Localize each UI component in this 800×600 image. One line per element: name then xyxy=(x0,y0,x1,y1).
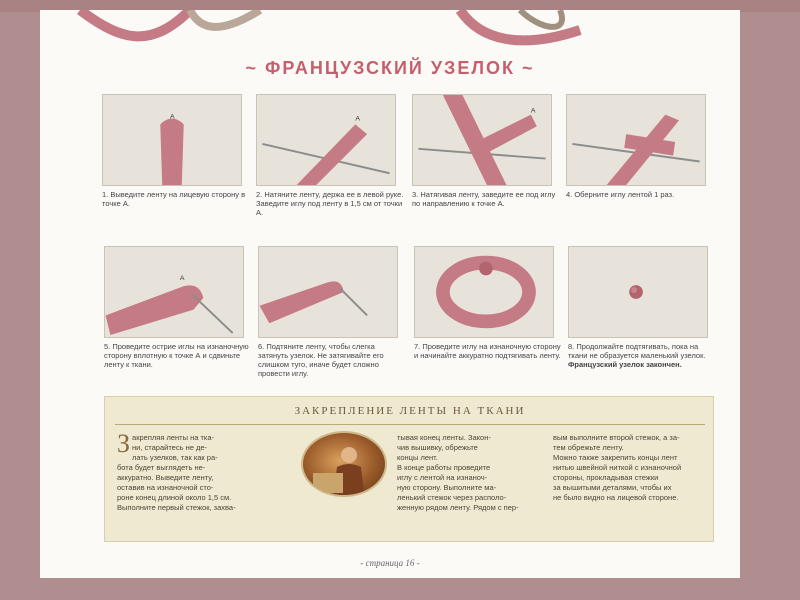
step-7-caption: 7. Проведите иглу на изнаночную сторону и начинайте аккуратно подтягивать ленту. xyxy=(414,342,561,360)
step-8 xyxy=(568,246,716,369)
panel-col3-line: стороны, прокладывая стежки xyxy=(553,473,659,482)
page-number: - страница 16 - xyxy=(360,558,420,568)
step-4-photo xyxy=(566,94,706,186)
step-5-caption: 5. Проведите острие иглы на изнаночную сторону вплотную к точке А и сдвиньте ленту к ткани. xyxy=(104,342,249,369)
panel-col2-line: ную сторону. Выполните ма- xyxy=(397,483,497,492)
step-3-photo xyxy=(412,94,552,186)
step-7-photo xyxy=(414,246,554,338)
step-4 xyxy=(566,94,714,199)
panel-col2-line: иглу с лентой на изнаноч- xyxy=(397,473,488,482)
step-6 xyxy=(258,246,406,378)
panel-column-3 xyxy=(553,433,709,503)
panel-col3-line: нитью швейной ниткой с изнаночной xyxy=(553,463,682,472)
panel-title: ЗАКРЕПЛЕНИЕ ЛЕНТЫ НА ТКАНИ xyxy=(294,405,526,417)
step-2-caption: 2. Натяните ленту, держа ее в левой руке. Заведите иглу под ленту в 1,5 см от точки А. xyxy=(256,190,404,217)
step-3-caption: 3. Натягивая ленту, заведите ее под иглу по направлению к точке А. xyxy=(412,190,556,208)
panel-col3-line: Можно также закрепить концы лент xyxy=(553,453,678,462)
panel-col1-line: аккуратно. Выведите ленту, xyxy=(117,473,214,482)
panel-col1-line: лать узелков, так как ра- xyxy=(132,453,218,462)
step-1-photo xyxy=(102,94,242,186)
panel-col2-line: тывая конец ленты. Закон- xyxy=(397,433,491,442)
panel-column-1 xyxy=(117,429,295,513)
step-5 xyxy=(104,246,252,369)
panel-col3-line: тем обрежьте ленту. xyxy=(553,443,624,452)
svg-text:A: A xyxy=(530,107,536,115)
panel-column-2 xyxy=(397,433,547,513)
step-1-caption: 1. Выведите ленту на лицевую сторону в точке А. xyxy=(102,190,246,208)
step-8-caption-bold: Французский узелок закончен. xyxy=(568,360,682,369)
step-4-caption: 4. Оберните иглу лентой 1 раз. xyxy=(566,190,675,199)
panel-col3-line: не было видно на лицевой стороне. xyxy=(553,493,679,502)
panel-col3-line: за вышитыми деталями, чтобы их xyxy=(553,483,672,492)
step-6-caption: 6. Подтяните ленту, чтобы слегка затянуть узелок. Не затягивайте его слишком туго, иначе будет сложно провести иглу. xyxy=(258,342,384,378)
panel-col1-line: ни, старайтесь не де- xyxy=(132,443,208,452)
panel-col1-line: акрепляя ленты на тка- xyxy=(132,433,215,442)
panel-col1-line: Выполните первый стежок, захва- xyxy=(117,503,236,512)
ribbon-fixing-panel xyxy=(104,396,714,542)
step-6-photo xyxy=(258,246,398,338)
svg-text:A: A xyxy=(355,115,360,123)
panel-col2-line: женную рядом ленту. Рядом с пер- xyxy=(397,503,519,512)
step-8-caption xyxy=(568,342,716,369)
dropcap-letter: З xyxy=(117,429,131,458)
panel-col3-line: вым выполните второй стежок, а за- xyxy=(553,433,680,442)
embroiderer-portrait xyxy=(301,431,387,497)
panel-col1-line: роне конец длиной около 1,5 см. xyxy=(117,493,232,502)
step-1 xyxy=(102,94,250,208)
panel-col1-line: бота будет выглядеть не- xyxy=(117,463,206,472)
page-title: ~ ФРАНЦУЗСКИЙ УЗЕЛОК ~ xyxy=(245,58,535,78)
step-3 xyxy=(412,94,560,208)
panel-col2-line: В конце работы проведите xyxy=(397,463,491,472)
panel-col2-line: ленький стежок через располо- xyxy=(397,493,507,502)
step-8-caption-text: 8. Продолжайте подтягивать, пока на ткани не образуется маленький узелок. xyxy=(568,342,706,360)
panel-col1-line: оставив на изнаночной сто- xyxy=(117,483,214,492)
step-8-photo xyxy=(568,246,708,338)
panel-col2-line: концы лент. xyxy=(397,453,438,462)
step-2-photo xyxy=(256,94,396,186)
panel-divider xyxy=(115,424,705,425)
svg-text:A: A xyxy=(179,275,185,283)
point-a-label: A xyxy=(170,113,175,121)
step-7 xyxy=(414,246,562,360)
panel-col2-line: чив вышивку, обрежьте xyxy=(397,443,478,452)
book-page xyxy=(40,10,740,578)
step-5-photo xyxy=(104,246,244,338)
step-2 xyxy=(256,94,404,217)
